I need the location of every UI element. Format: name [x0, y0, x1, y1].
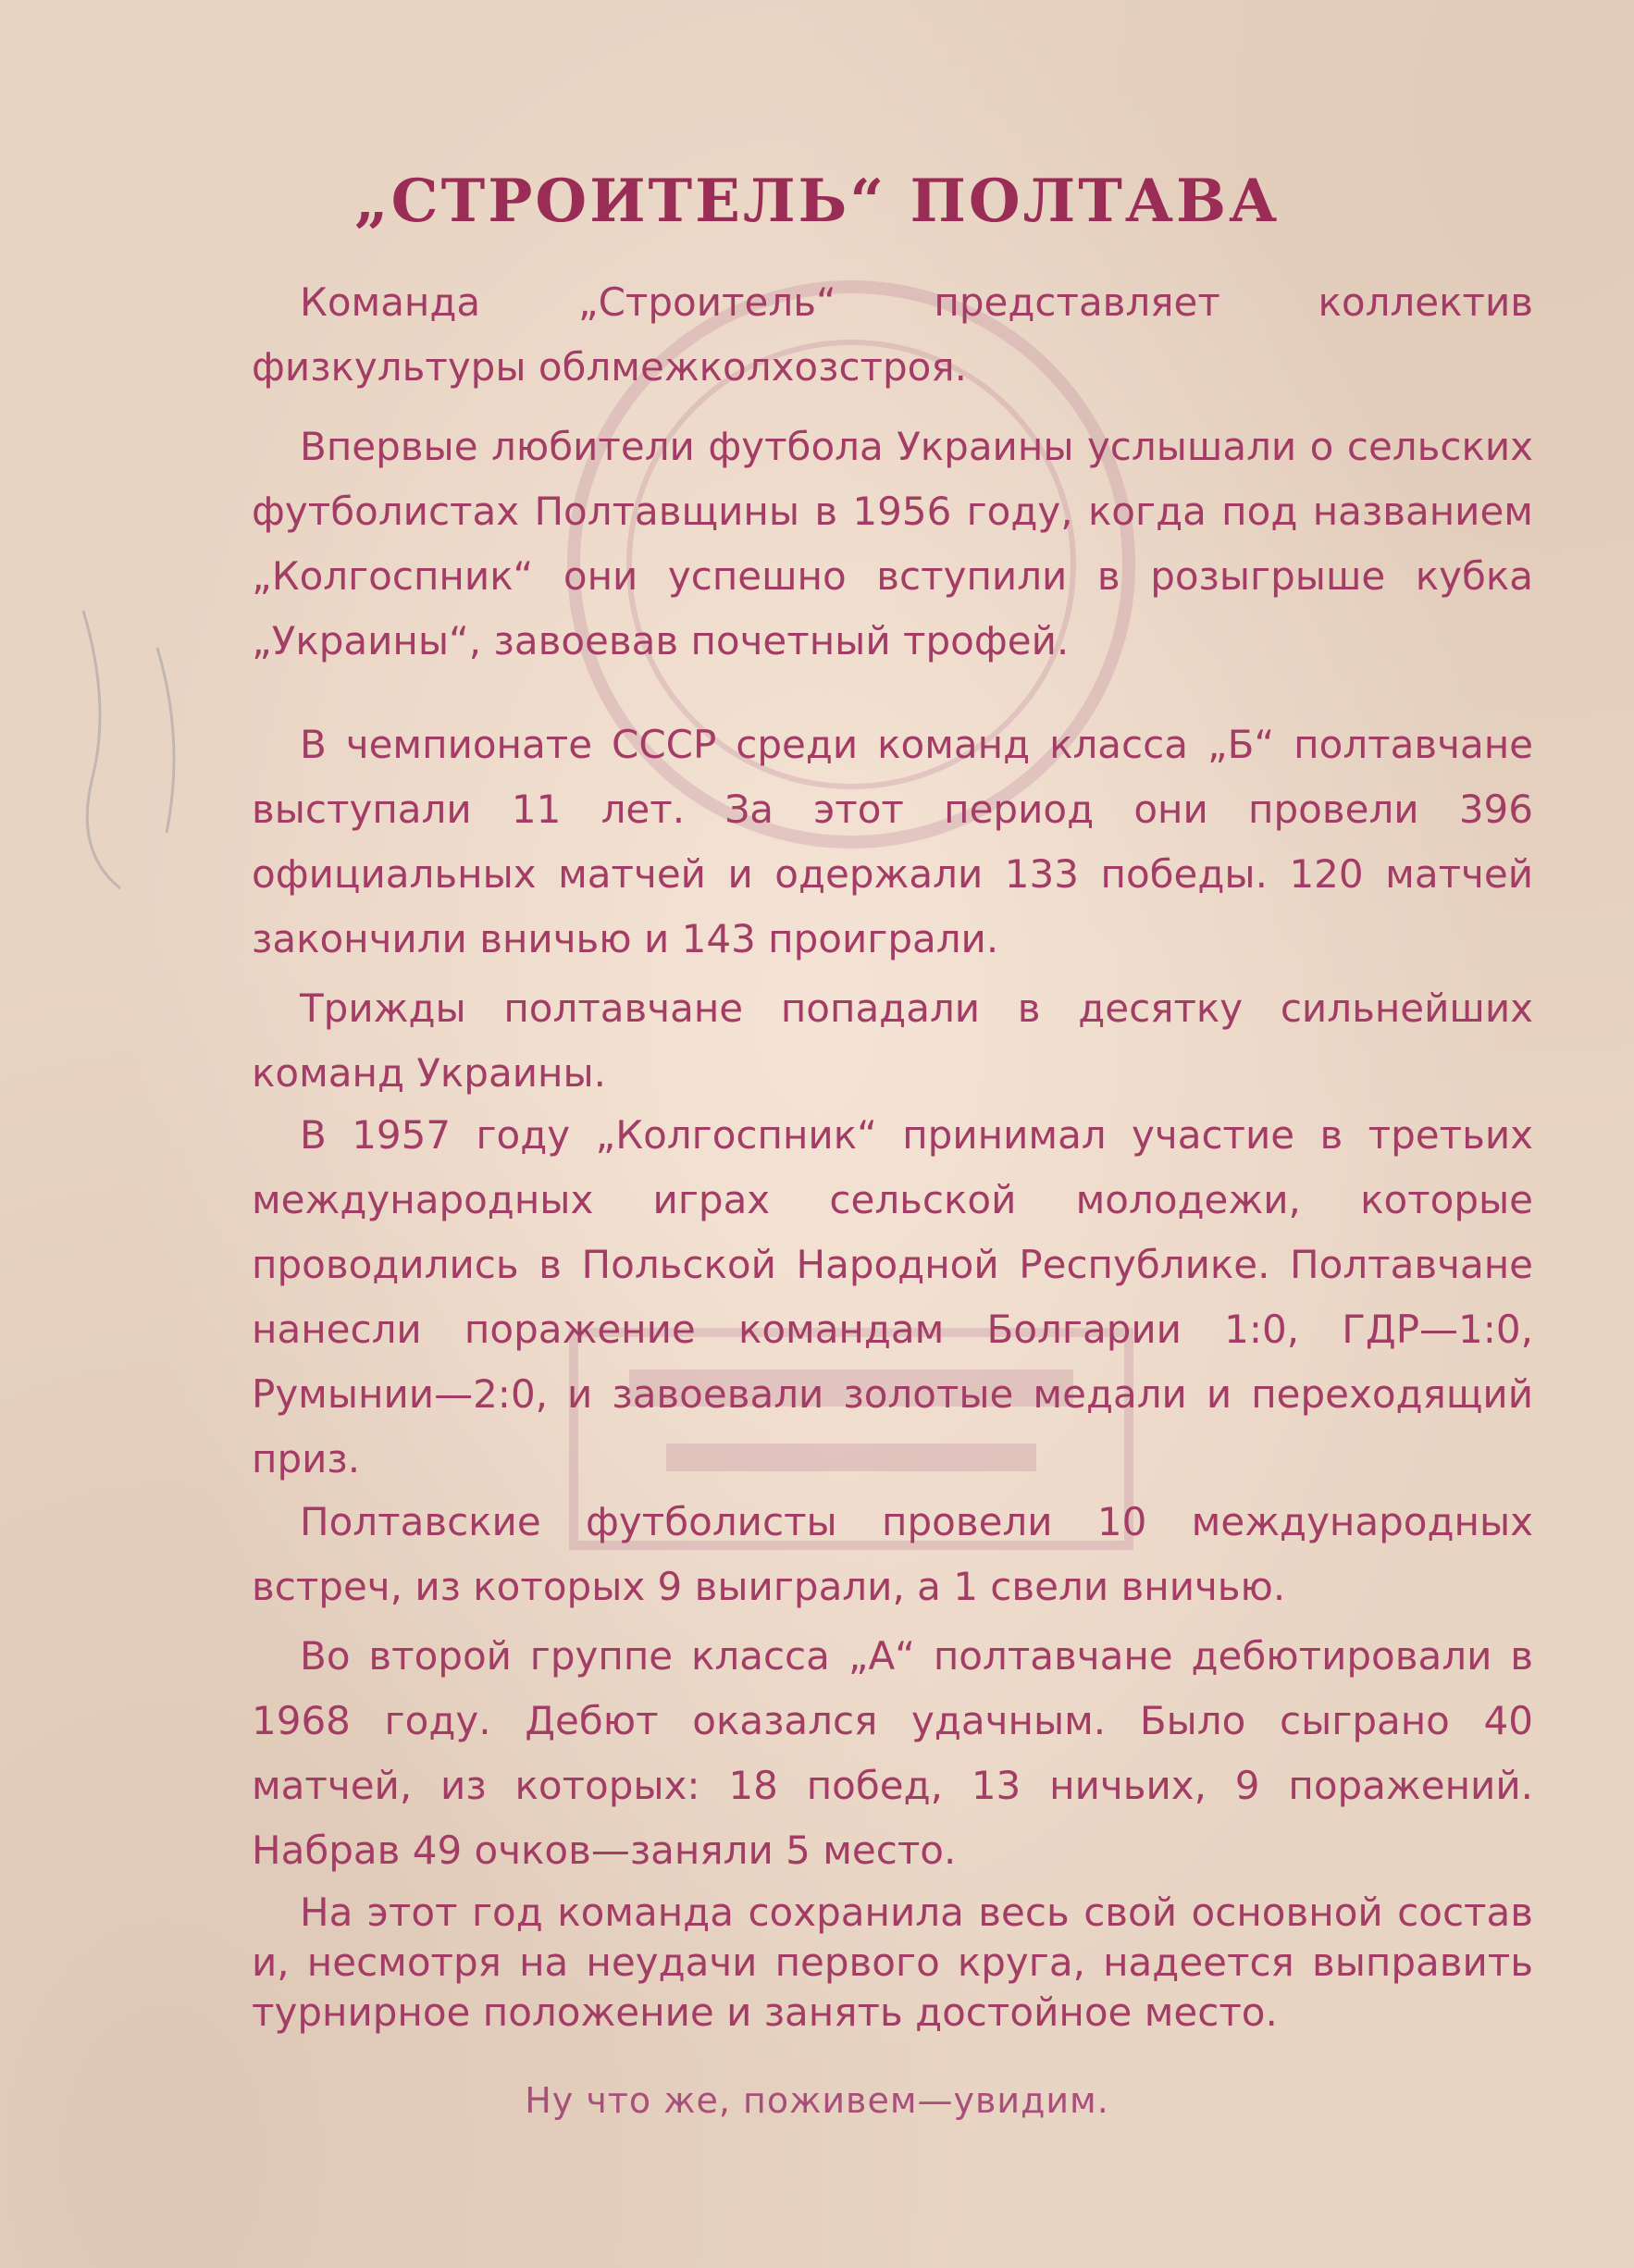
paragraph-6: Полтавские футболисты провели 10 международных встреч, из которых 9 выиграли, а 1 свели вничью. — [252, 1499, 1533, 1609]
paragraph-2: Впервые любители футбола Украины услышали о сельских футболистах Полтавщины в 1956 году, когда под названием „Колгоспник“ они успешно вступили в розыгрыше кубка „Украины“, завоевав почетный трофей. — [252, 424, 1533, 663]
paragraph-7: Во второй группе класса „А“ полтавчане дебютировали в 1968 году. Дебют оказался удачным. Было сыграно 40 матчей, из которых: 18 побед, 13 ничьих, 9 поражений. Набрав 49 очков—заняли 5 место. — [252, 1633, 1533, 1873]
paragraph-5: В 1957 году „Колгоспник“ принимал участие в третьих международных играх сельской молодежи, которые проводились в Польской Народной Республике. Полтавчане нанесли поражение командам Болгарии 1:0, ГДР—1:0, Румынии—2:0, и завоевали золотые медали и переходящий приз. — [252, 1112, 1533, 1481]
page-title: „СТРОИТЕЛЬ“ ПОЛТАВА — [353, 167, 1281, 236]
paragraph-1: Команда „Строитель“ представляет коллектив физкультуры облмежколхозстроя. — [252, 279, 1533, 390]
paragraph-8: На этот год команда сохранила весь свой основной состав и, несмотря на неудачи первого круга, надеется выправить турнирное положение и занять достойное место. — [252, 1890, 1533, 2035]
paragraph-3: В чемпионате СССР среди команд класса „Б“ полтавчане выступали 11 лет. За этот период они провели 396 официальных матчей и одержали 133 победы. 120 матчей закончили вничью и 143 проиграли. — [252, 722, 1533, 961]
paragraph-4: Трижды полтавчане попадали в десятку сильнейших команд Украины. — [252, 985, 1533, 1096]
closing-line: Ну что же, поживем—увидим. — [525, 2080, 1109, 2121]
